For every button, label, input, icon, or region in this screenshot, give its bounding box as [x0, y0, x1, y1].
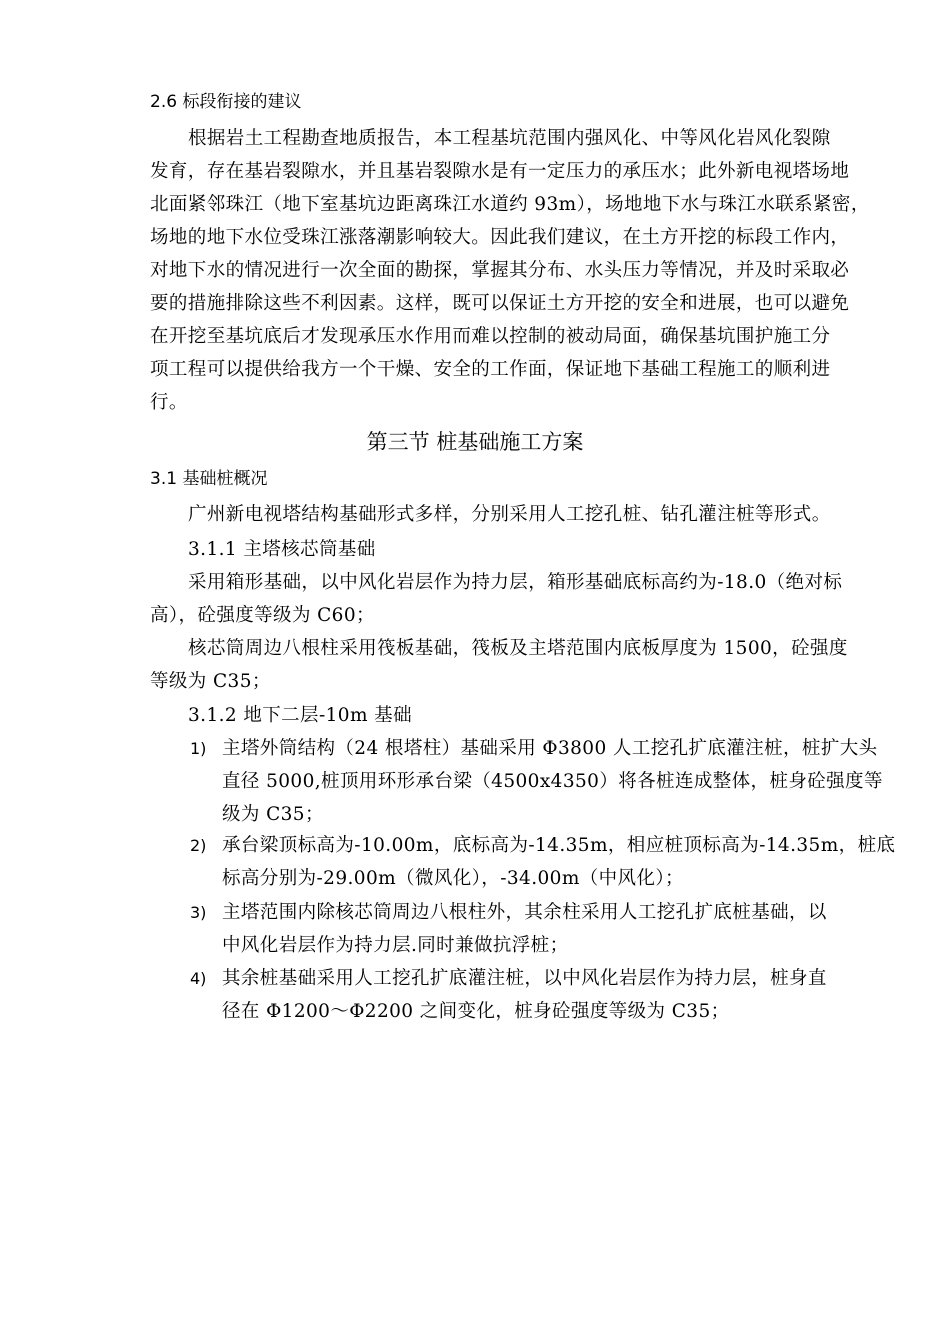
paragraph-line: 采用箱形基础，以中风化岩层作为持力层，箱形基础底标高约为-18.0（绝对标	[188, 572, 843, 593]
paragraph-line: 其余桩基础采用人工挖孔扩底灌注桩，以中风化岩层作为持力层，桩身直	[222, 968, 827, 989]
section-2-6-paragraph	[150, 122, 870, 419]
list-item-number: 3)	[190, 903, 207, 922]
paragraph-line: 核芯筒周边八根柱采用筏板基础，筏板及主塔范围内底板厚度为 1500，砼强度	[188, 638, 848, 659]
paragraph-line: 承台梁顶标高为-10.00m，底标高为-14.35m，相应桩顶标高为-14.35m，桩底	[222, 835, 896, 856]
paragraph-line: 主塔范围内除核芯筒周边八根柱外，其余柱采用人工挖孔扩底桩基础，以	[222, 902, 827, 923]
paragraph-line: 发育，存在基岩裂隙水，并且基岩裂隙水是有一定压力的承压水；此外新电视塔场地	[150, 161, 850, 182]
list-item-number: 2)	[190, 836, 207, 855]
paragraph-line: 根据岩土工程勘查地质报告，本工程基坑范围内强风化、中等风化岩风化裂隙	[188, 128, 831, 149]
section-3-1-heading: 3.1 基础桩概况	[150, 469, 268, 489]
paragraph-line: 高），砼强度等级为 C60；	[150, 605, 375, 626]
section-2-6-heading: 2.6 标段衔接的建议	[150, 92, 302, 112]
subsection-3-1-1-paragraph-2	[150, 632, 848, 698]
list-item-text	[222, 829, 895, 895]
section-3-title: 第三节 桩基础施工方案	[366, 430, 584, 454]
subsection-3-1-1-paragraph-1	[150, 566, 842, 632]
list-item-number: 4)	[190, 969, 207, 988]
list-item-text	[222, 962, 827, 1028]
paragraph-line: 在开挖至基坑底后才发现承压水作用而难以控制的被动局面，确保基坑围护施工分	[150, 326, 831, 347]
subsection-3-1-2-heading: 3.1.2 地下二层-10m 基础	[188, 705, 412, 726]
paragraph-line: 级为 C35；	[222, 804, 324, 825]
paragraph-line: 标高分别为-29.00m（微风化），-34.00m（中风化）；	[222, 868, 684, 889]
list-item	[0, 896, 950, 962]
paragraph-line: 中风化岩层作为持力层.同时兼做抗浮桩；	[222, 935, 569, 956]
paragraph-line: 对地下水的情况进行一次全面的勘探，掌握其分布、水头压力等情况，并及时采取必	[150, 260, 850, 281]
list-item-number: 1)	[190, 739, 207, 758]
list-item	[0, 829, 950, 895]
paragraph-line: 行。	[150, 392, 188, 413]
paragraph-line: 场地的地下水位受珠江涨落潮影响较大。因此我们建议，在土方开挖的标段工作内，	[150, 227, 850, 248]
paragraph-line: 要的措施排除这些不利因素。这样，既可以保证土方开挖的安全和进展，也可以避免	[150, 293, 850, 314]
list-item-text	[222, 732, 883, 831]
list-item	[0, 962, 950, 1028]
paragraph-line: 北面紧邻珠江（地下室基坑边距离珠江水道约 93m），场地地下水与珠江水联系紧密，	[150, 194, 870, 215]
subsection-3-1-1-heading: 3.1.1 主塔核芯筒基础	[188, 539, 376, 560]
paragraph-line: 径在 Φ1200～Φ2200 之间变化，桩身砼强度等级为 C35；	[222, 1001, 730, 1022]
paragraph-line: 主塔外筒结构（24 根塔柱）基础采用 Φ3800 人工挖孔扩底灌注桩，桩扩大头	[222, 738, 878, 759]
paragraph-line: 项工程可以提供给我方一个干燥、安全的工作面，保证地下基础工程施工的顺利进	[150, 359, 831, 380]
section-3-1-intro: 广州新电视塔结构基础形式多样，分别采用人工挖孔桩、钻孔灌注桩等形式。	[188, 504, 831, 525]
list-item-text	[222, 896, 827, 962]
paragraph-line: 等级为 C35；	[150, 671, 271, 692]
paragraph-line: 直径 5000,桩顶用环形承台梁（4500x4350）将各桩连成整体，桩身砼强度等	[222, 771, 883, 792]
list-item	[0, 732, 950, 831]
